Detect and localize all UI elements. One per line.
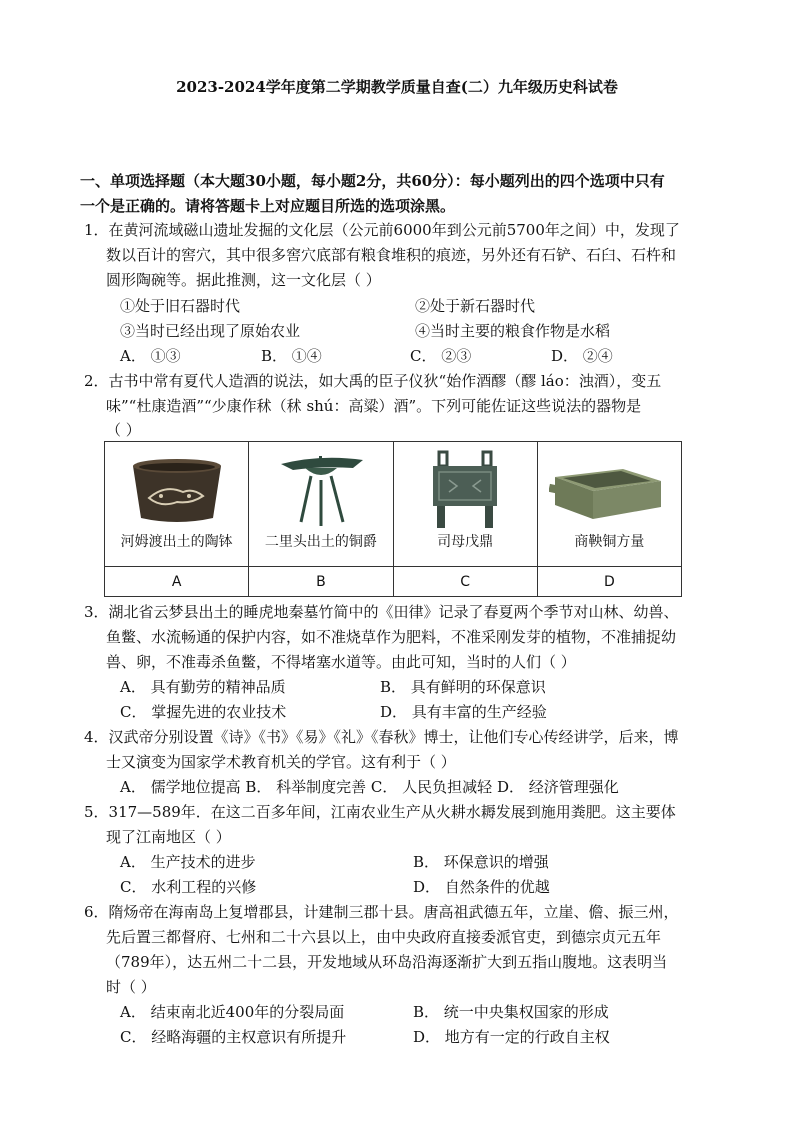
q1-text-line2: 数以百计的窖穴，其中很多窖穴底部有粮食堆积的痕迹，另外还有石铲、石臼、石杵和	[106, 246, 677, 264]
q3-text-line1: 3．湖北省云梦县出土的睡虎地秦墓竹简中的《田律》记录了春夏两个季节对山林、幼兽、	[84, 603, 679, 621]
artifact-cell-c	[393, 442, 537, 567]
artifact-caption-c: 司母戊鼎	[437, 534, 494, 550]
q4-options: A． 儒学地位提高 B． 科举制度完善 C． 人民负担减轻 D． 经济管理强化	[120, 778, 619, 796]
artifact-letter-c: C	[393, 567, 537, 597]
q4-text-line2: 士又演变为国家学术教育机关的学官。这有利于（ ）	[106, 753, 456, 771]
q1-text-line1: 1．在黄河流域磁山遗址发掘的文化层（公元前6000年到公元前5700年之间）中，发现了	[84, 221, 680, 239]
q5-option-b: B． 环保意识的增强	[413, 853, 549, 871]
copper-measure-image	[549, 455, 669, 525]
q6-option-b: B． 统一中央集权国家的形成	[413, 1003, 609, 1021]
q1-statement-2: ②处于新石器时代	[415, 297, 536, 315]
artifact-caption-d: 商鞅铜方量	[574, 534, 645, 550]
q3-option-a: A． 具有勤劳的精神品质	[120, 678, 286, 696]
q3-option-c: C． 掌握先进的农业技术	[120, 703, 287, 721]
artifact-cell-b	[249, 442, 393, 567]
exam-title: 2023-2024学年度第二学期教学质量自查(二）九年级历史科试卷	[176, 78, 618, 96]
q5-option-c: C． 水利工程的兴修	[120, 878, 257, 896]
bronze-jue-image	[271, 450, 371, 530]
q1-option-b: B． ①④	[261, 347, 322, 365]
q1-option-c: C． ②③	[410, 347, 472, 365]
q3-option-d: D． 具有丰富的生产经验	[380, 703, 547, 721]
q1-option-d: D． ②④	[551, 347, 613, 365]
q6-option-a: A． 结束南北近400年的分裂局面	[120, 1003, 345, 1021]
q2-text-line1: 2．古书中常有夏代人造酒的说法，如大禹的臣子仪狄“始作酒醪（醪 láo：浊酒），变五	[84, 372, 662, 390]
q2-text-line2: 味”“杜康造酒”“少康作秫（秫 shú：高粱）酒”。下列可能佐证这些说法的器物是	[106, 397, 642, 415]
q3-option-b: B． 具有鲜明的环保意识	[380, 678, 546, 696]
q1-statement-1: ①处于旧石器时代	[120, 297, 241, 315]
q5-option-d: D． 自然条件的优越	[413, 878, 550, 896]
section-heading-line1: 一、单项选择题（本大题30小题，每小题2分，共60分）：每小题列出的四个选项中只有	[80, 172, 665, 190]
artifact-caption-b: 二里头出土的铜爵	[264, 534, 377, 550]
q1-option-a: A． ①③	[120, 347, 181, 365]
q1-statement-4: ④当时主要的粮食作物是水稻	[415, 322, 611, 340]
q5-text-line2: 现了江南地区（ ）	[106, 828, 231, 846]
simuwu-ding-image	[423, 450, 507, 530]
artifact-letter-d: D	[537, 567, 681, 597]
q5-text-line1: 5．317—589年．在这二百多年间，江南农业生产从火耕水耨发展到施用粪肥。这主要体	[84, 803, 676, 821]
q1-statement-3: ③当时已经出现了原始农业	[120, 322, 301, 340]
q2-text-line3: （ ）	[106, 421, 141, 439]
q4-text-line1: 4．汉武帝分别设置《诗》《书》《易》《礼》《春秋》博士，让他们专心传经讲学，后来，博	[84, 728, 679, 746]
pottery-bowl-image	[127, 454, 227, 526]
q5-option-a: A． 生产技术的进步	[120, 853, 256, 871]
artifact-letter-b: B	[249, 567, 393, 597]
artifact-table	[104, 441, 682, 597]
q3-text-line3: 兽、卵，不准毒杀鱼鳖，不得堵塞水道等。由此可知，当时的人们（ ）	[106, 653, 576, 671]
q6-text-line1: 6．隋炀帝在海南岛上复增郡县，计建制三郡十县。唐高祖武德五年，立崖、儋、振三州，	[84, 903, 679, 921]
artifact-cell-a	[105, 442, 249, 567]
q6-text-line2: 先后置三都督府、七州和二十六县以上，由中央政府直接委派官吏，到德宗贞元五年	[106, 928, 662, 946]
section-heading-line2: 一个是正确的。请将答题卡上对应题目所选的选项涂黑。	[80, 197, 456, 215]
q3-text-line2: 鱼鳖、水流畅通的保护内容，如不准烧草作为肥料，不准采刚发芽的植物，不准捕捉幼	[106, 628, 677, 646]
q6-text-line4: 时（ ）	[106, 978, 156, 996]
q6-option-d: D． 地方有一定的行政自主权	[413, 1028, 610, 1046]
artifact-letter-a: A	[105, 567, 249, 597]
q6-text-line3: （789年），达五州二十二县，开发地域从环岛沿海逐渐扩大到五指山腹地。这表明当	[106, 953, 668, 971]
q1-text-line3: 圆形陶碗等。据此推测，这一文化层（ ）	[106, 271, 381, 289]
artifact-cell-d	[537, 442, 681, 567]
q6-option-c: C． 经略海疆的主权意识有所提升	[120, 1028, 347, 1046]
artifact-caption-a: 河姆渡出土的陶钵	[120, 534, 233, 550]
